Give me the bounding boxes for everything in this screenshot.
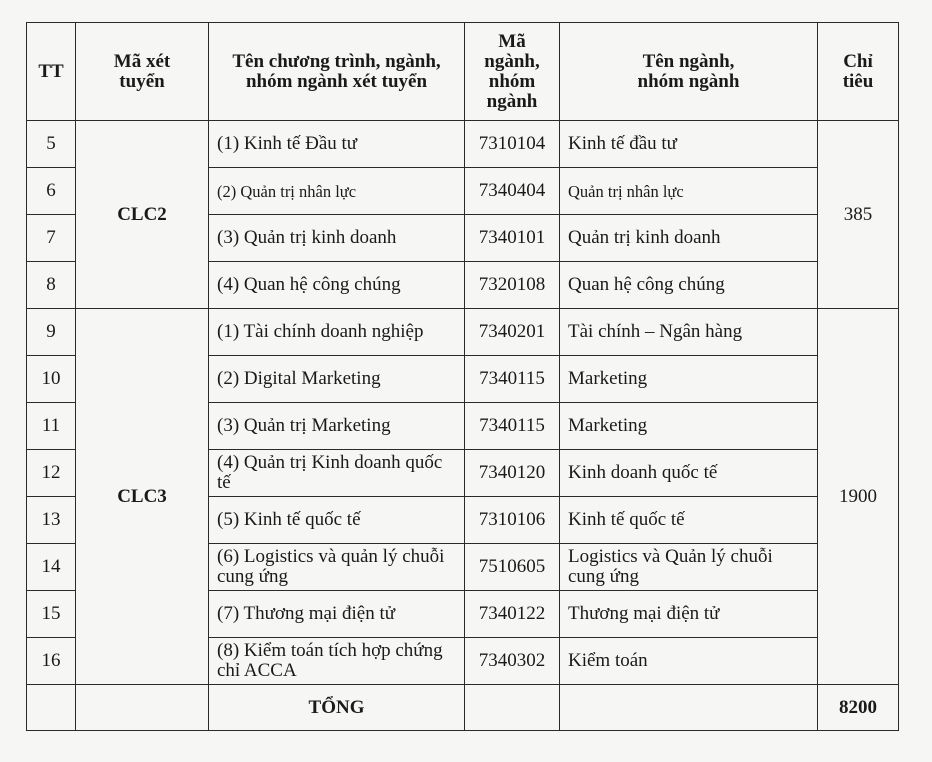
admission-table bbox=[26, 22, 899, 731]
header-tt: TT bbox=[27, 23, 76, 121]
quota-cell: 1900 bbox=[818, 309, 899, 685]
major-name-cell: Marketing bbox=[560, 403, 818, 450]
header-major-name: Tên ngành, nhóm ngành bbox=[560, 23, 818, 121]
row-number: 16 bbox=[27, 638, 76, 685]
header-major-code: Mã ngành, nhóm ngành bbox=[465, 23, 560, 121]
major-code-cell: 7340101 bbox=[465, 215, 560, 262]
major-code-cell: 7340115 bbox=[465, 403, 560, 450]
total-row bbox=[27, 685, 899, 731]
program-name-cell: (4) Quản trị Kinh doanh quốc tế bbox=[209, 450, 465, 497]
header-admission-code: Mã xét tuyển bbox=[76, 23, 209, 121]
major-name-cell: Thương mại điện tử bbox=[560, 591, 818, 638]
row-number: 14 bbox=[27, 544, 76, 591]
major-code-cell: 7510605 bbox=[465, 544, 560, 591]
major-name-cell: Tài chính – Ngân hàng bbox=[560, 309, 818, 356]
table-row bbox=[27, 309, 899, 356]
row-number: 10 bbox=[27, 356, 76, 403]
program-name-cell: (5) Kinh tế quốc tế bbox=[209, 497, 465, 544]
program-name-cell: (1) Kinh tế Đầu tư bbox=[209, 121, 465, 168]
total-label: TỔNG bbox=[209, 685, 465, 731]
row-number: 7 bbox=[27, 215, 76, 262]
major-code-cell: 7310104 bbox=[465, 121, 560, 168]
major-code-cell: 7340404 bbox=[465, 168, 560, 215]
program-name-cell: (6) Logistics và quản lý chuỗi cung ứng bbox=[209, 544, 465, 591]
header-quota: Chỉ tiêu bbox=[818, 23, 899, 121]
major-name-cell: Quản trị kinh doanh bbox=[560, 215, 818, 262]
program-name-cell: (8) Kiểm toán tích hợp chứng chỉ ACCA bbox=[209, 638, 465, 685]
major-name-cell: Quản trị nhân lực bbox=[560, 168, 818, 215]
quota-cell: 385 bbox=[818, 121, 899, 309]
major-code-cell: 7320108 bbox=[465, 262, 560, 309]
major-code-cell: 7340201 bbox=[465, 309, 560, 356]
major-name-cell: Marketing bbox=[560, 356, 818, 403]
row-number: 12 bbox=[27, 450, 76, 497]
admission-code-cell: CLC3 bbox=[76, 309, 209, 685]
major-name-cell: Quan hệ công chúng bbox=[560, 262, 818, 309]
major-code-cell: 7340120 bbox=[465, 450, 560, 497]
row-number: 9 bbox=[27, 309, 76, 356]
program-name-cell: (1) Tài chính doanh nghiệp bbox=[209, 309, 465, 356]
program-name-cell: (2) Quản trị nhân lực bbox=[209, 168, 465, 215]
row-number: 5 bbox=[27, 121, 76, 168]
row-number: 15 bbox=[27, 591, 76, 638]
major-name-cell: Kinh doanh quốc tế bbox=[560, 450, 818, 497]
row-number: 8 bbox=[27, 262, 76, 309]
total-empty-cell bbox=[76, 685, 209, 731]
total-empty-cell bbox=[560, 685, 818, 731]
table-body bbox=[27, 121, 899, 731]
program-name-cell: (4) Quan hệ công chúng bbox=[209, 262, 465, 309]
major-code-cell: 7310106 bbox=[465, 497, 560, 544]
row-number: 13 bbox=[27, 497, 76, 544]
row-number: 6 bbox=[27, 168, 76, 215]
total-value: 8200 bbox=[818, 685, 899, 731]
total-empty-cell bbox=[27, 685, 76, 731]
admission-code-cell: CLC2 bbox=[76, 121, 209, 309]
row-number: 11 bbox=[27, 403, 76, 450]
header-row bbox=[27, 23, 899, 121]
major-code-cell: 7340122 bbox=[465, 591, 560, 638]
major-name-cell: Kiểm toán bbox=[560, 638, 818, 685]
table-row bbox=[27, 121, 899, 168]
major-code-cell: 7340115 bbox=[465, 356, 560, 403]
program-name-cell: (2) Digital Marketing bbox=[209, 356, 465, 403]
program-name-cell: (3) Quản trị kinh doanh bbox=[209, 215, 465, 262]
program-name-cell: (7) Thương mại điện tử bbox=[209, 591, 465, 638]
major-name-cell: Kinh tế đầu tư bbox=[560, 121, 818, 168]
major-name-cell: Logistics và Quản lý chuỗi cung ứng bbox=[560, 544, 818, 591]
major-name-cell: Kinh tế quốc tế bbox=[560, 497, 818, 544]
major-code-cell: 7340302 bbox=[465, 638, 560, 685]
header-program-name: Tên chương trình, ngành, nhóm ngành xét tuyển bbox=[209, 23, 465, 121]
program-name-cell: (3) Quản trị Marketing bbox=[209, 403, 465, 450]
total-empty-cell bbox=[465, 685, 560, 731]
